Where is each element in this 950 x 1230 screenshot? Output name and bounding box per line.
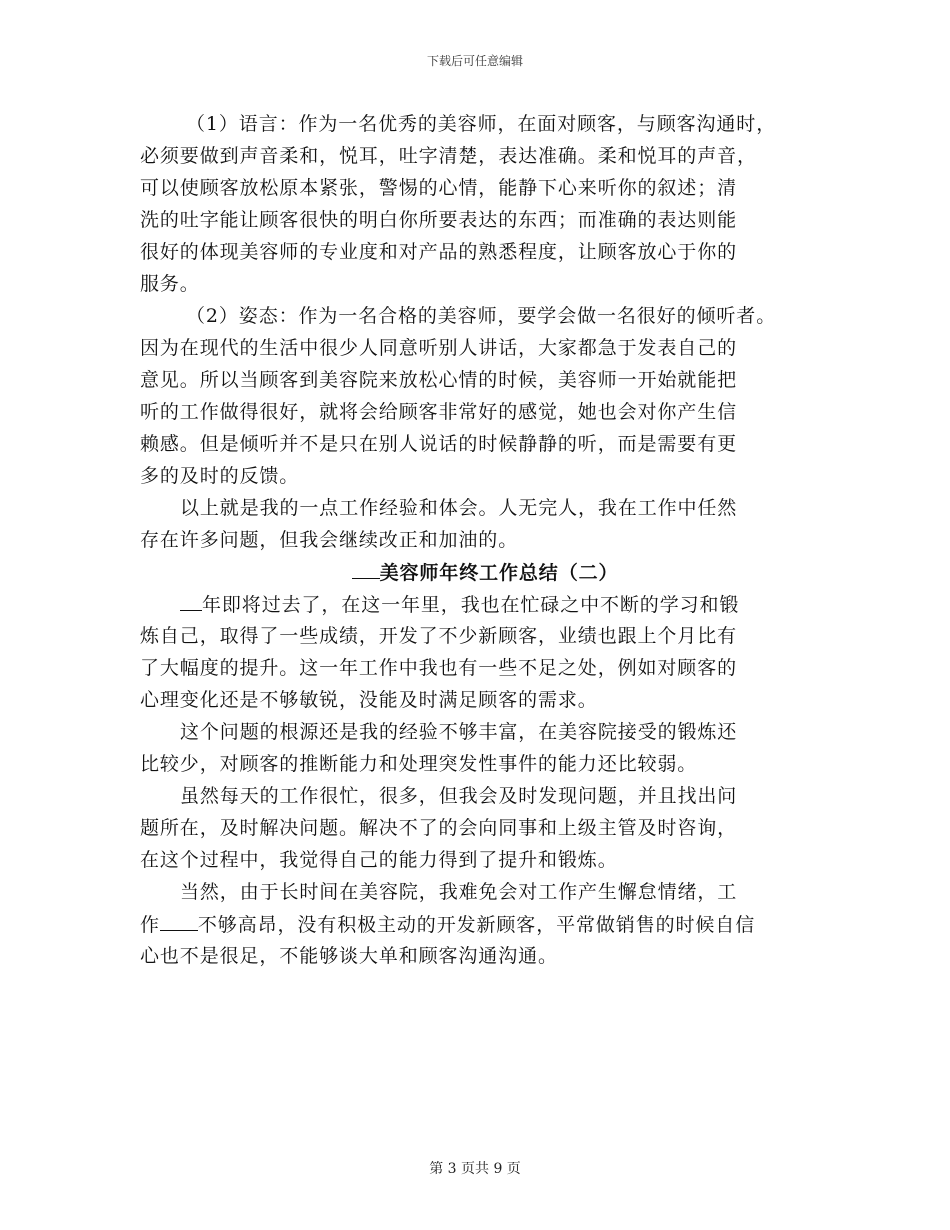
paragraph-line: 意见。所以当顾客到美容院来放松心情的时候，美容师一开始就能把 bbox=[140, 369, 738, 391]
paragraph-line: 虽然每天的工作很忙，很多，但我会及时发现问题，并且找出问 bbox=[180, 785, 738, 807]
paragraph-line: 以上就是我的一点工作经验和体会。人无完人，我在工作中任然 bbox=[180, 497, 738, 519]
paragraph-line: （1）语言：作为一名优秀的美容师，在面对顾客，与顾客沟通时， bbox=[186, 113, 777, 135]
paragraph-line: 心也不是很足，不能够谈大单和顾客沟通沟通。 bbox=[140, 945, 558, 967]
paragraph-line: 这个问题的根源还是我的经验不够丰富，在美容院接受的锻炼还 bbox=[180, 721, 738, 743]
paragraph-line-text: 作 bbox=[140, 914, 160, 936]
blank-underline bbox=[352, 556, 380, 579]
paragraph-line-text: 不够高昂，没有积极主动的开发新顾客，平常做销售的时候自信 bbox=[197, 914, 756, 936]
paragraph-line: 洗的吐字能让顾客很快的明白你所要表达的东西；而准确的表达则能 bbox=[140, 209, 738, 231]
paragraph-line bbox=[140, 908, 820, 940]
page-footer: 第 3 页共 9 页 bbox=[429, 1161, 521, 1177]
paragraph-line: 心理变化还是不够敏锐，没能及时满足顾客的需求。 bbox=[140, 689, 598, 711]
blank-underline bbox=[180, 588, 202, 611]
page-header: 下载后可任意编辑 bbox=[426, 54, 523, 68]
paragraph-line: 在这个过程中，我觉得自己的能力得到了提升和锻炼。 bbox=[140, 849, 618, 871]
section-heading bbox=[140, 556, 820, 588]
paragraph-line: 多的及时的反馈。 bbox=[140, 465, 300, 487]
paragraph-line bbox=[140, 588, 820, 620]
paragraph-line-text: 年即将过去了，在这一年里，我也在忙碌之中不断的学习和锻 bbox=[202, 594, 740, 616]
paragraph-line: 听的工作做得很好，就将会给顾客非常好的感觉，她也会对你产生信 bbox=[140, 401, 738, 423]
paragraph-line: 比较少，对顾客的推断能力和处理突发性事件的能力还比较弱。 bbox=[140, 753, 698, 775]
paragraph-line: （2）姿态：作为一名合格的美容师，要学会做一名很好的倾听者。 bbox=[186, 305, 777, 327]
section-heading-text: 美容师年终工作总结（二） bbox=[379, 562, 619, 584]
paragraph-line: 很好的体现美容师的专业度和对产品的熟悉程度，让顾客放心于你的 bbox=[140, 241, 738, 263]
paragraph-line: 因为在现代的生活中很少人同意听别人讲话，大家都急于发表自己的 bbox=[140, 337, 738, 359]
paragraph-line: 当然，由于长时间在美容院，我难免会对工作产生懈怠情绪，工 bbox=[180, 881, 738, 903]
paragraph-line: 了大幅度的提升。这一年工作中我也有一些不足之处，例如对顾客的 bbox=[140, 657, 738, 679]
paragraph-line: 题所在，及时解决问题。解决不了的会向同事和上级主管及时咨询， bbox=[140, 817, 738, 839]
paragraph-line: 服务。 bbox=[140, 273, 200, 295]
paragraph-line: 炼自己，取得了一些成绩，开发了不少新顾客，业绩也跟上个月比有 bbox=[140, 625, 738, 647]
paragraph-line: 赖感。但是倾听并不是只在别人说话的时候静静的听，而是需要有更 bbox=[140, 433, 738, 455]
paragraph-line: 可以使顾客放松原本紧张，警惕的心情，能静下心来听你的叙述；清 bbox=[140, 177, 738, 199]
blank-underline bbox=[160, 908, 198, 931]
paragraph-line: 必须要做到声音柔和，悦耳，吐字清楚，表达准确。柔和悦耳的声音， bbox=[140, 145, 757, 167]
paragraph-line: 存在许多问题，但我会继续改正和加油的。 bbox=[140, 529, 519, 551]
document-body bbox=[140, 108, 820, 972]
